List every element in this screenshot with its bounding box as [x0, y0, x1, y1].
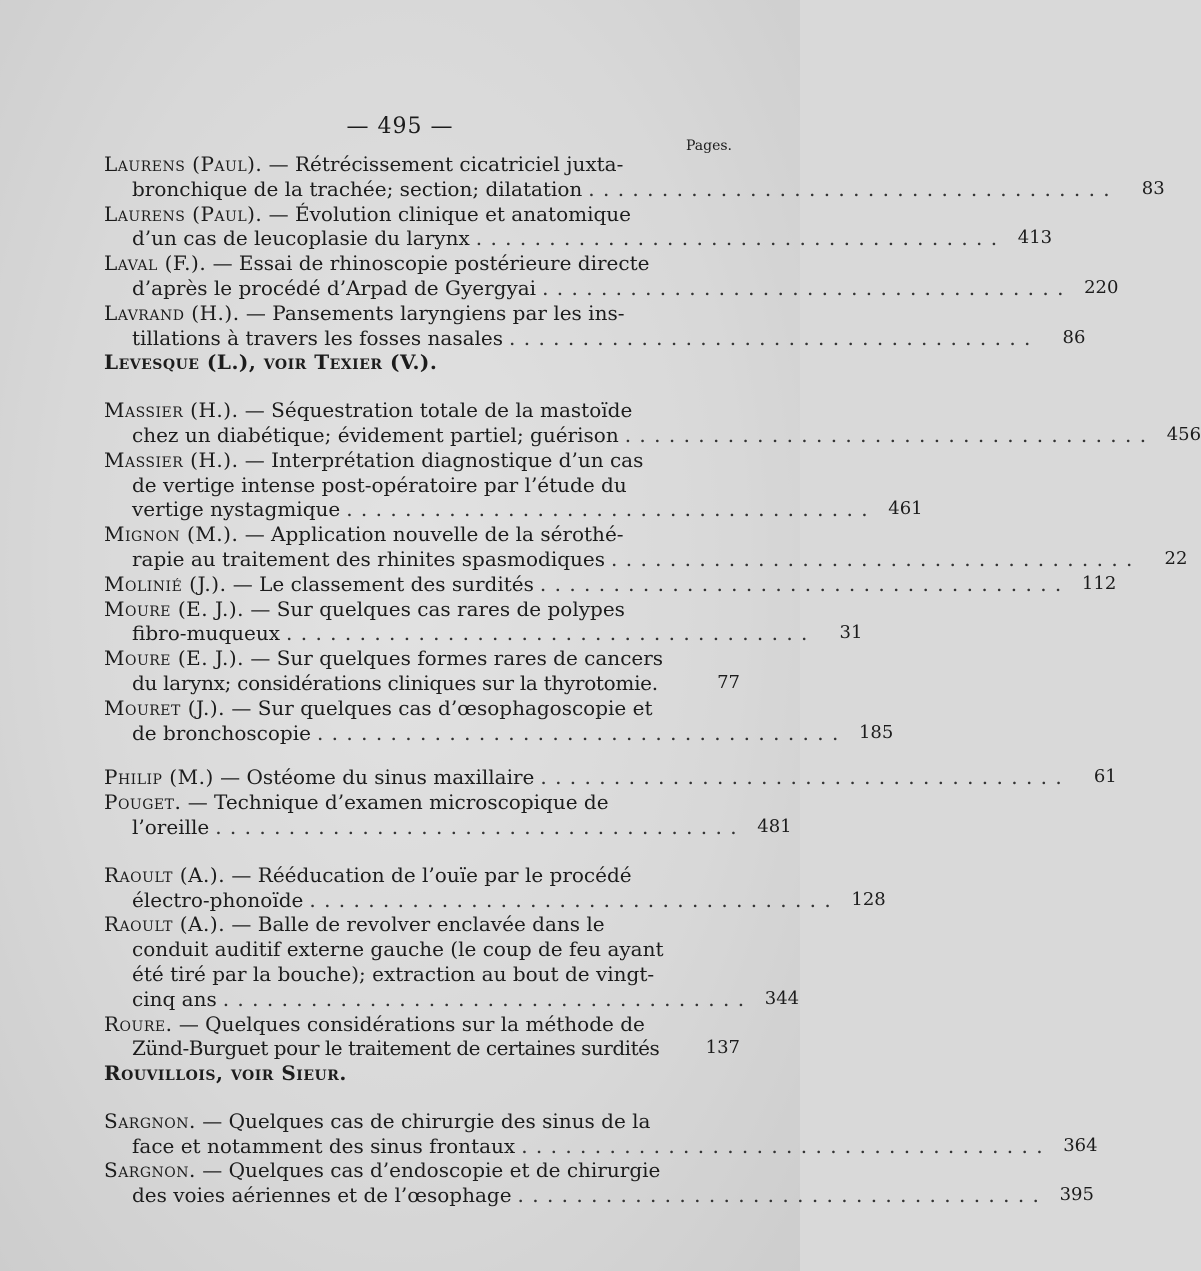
entry-author: Raoult (A.). [104, 912, 226, 937]
entry-author: Moure (E. J.). [104, 596, 244, 621]
entry-page-number: 128 [851, 888, 886, 910]
entry-page-number: 61 [1093, 766, 1117, 788]
entry-title-line: — Sur quelques formes rares de cancers [250, 646, 664, 671]
index-cross-reference [104, 350, 740, 375]
entry-page-number: 461 [888, 498, 923, 520]
entry-title-line: — Quelques cas de chirurgie des sinus de la [202, 1108, 651, 1133]
entry-page-number: 456 [1166, 423, 1201, 445]
index-entry: Mouret (J.). — Sur quelques cas d’œsophagoscopie et de bronchoscopie . . . . . . . . . . . . . . . . . . . . . . . . . . . . . . . . . . . . 185 [104, 695, 894, 745]
entry-title-line: — Rétrécissement cicatriciel juxta- [268, 152, 624, 176]
entry-author: Roure. [104, 1011, 173, 1036]
entry-title-line: — Technique d’examen microscopique de [187, 790, 609, 815]
entry-title-line: du larynx; considérations cliniques sur la thyrotomie. [132, 670, 658, 695]
entry-page-number: 220 [1084, 276, 1119, 298]
index-entry: Lavrand (H.). — Pansements laryngiens par les ins- tillations à travers les fosses nasales . . . . . . . . . . . . . . . . . . . . . . . . . . . . . . . . . . . . 86 [104, 300, 1086, 350]
entry-title-line: vertige nystagmique [132, 497, 341, 522]
entry-author: Laval (F.). [104, 251, 207, 276]
entry-title-line: fibro-muqueux [132, 621, 281, 646]
entry-title-line: Zünd-Burguet pour le traitement de certaines surdités [132, 1036, 660, 1061]
index-entry: Raoult (A.). — Balle de revolver enclavée dans le conduit auditif externe gauche (le coup de feu ayant été tiré par la bouche); extraction au bout de vingt- cinq ans . . . . . . . . . . . . . . . . . . . . . . . . . . . . . . . . . . . . 344 [104, 912, 800, 1011]
entry-title-line: — Quelques cas d’endoscopie et de chirurgie [202, 1158, 661, 1183]
index-entry: Sargnon. — Quelques cas d’endoscopie et de chirurgie des voies aériennes et de l’œsophage . . . . . . . . . . . . . . . . . . . . . . . . . . . . . . . . . . . . 395 [104, 1158, 1094, 1208]
entry-author: Philip (M.) [104, 765, 214, 790]
entry-author: Laurens (Paul). [104, 201, 263, 226]
entry-page-number: 31 [839, 622, 863, 644]
entry-author: Raoult (A.). [104, 862, 226, 887]
entry-page-number: 481 [757, 815, 792, 837]
entry-title-line: d’après le procédé d’Arpad de Gyergyai [132, 275, 537, 300]
entry-title-line: rapie au traitement des rhinites spasmodiques [132, 546, 606, 571]
index-entry: Laval (F.). — Essai de rhinoscopie postérieure directe d’après le procédé d’Arpad de Gyergyai . . . . . . . . . . . . . . . . . . . . . . . . . . . . . . . . . . . . 220 [104, 251, 1119, 300]
index-entry: Laurens (Paul). — Rétrécissement cicatriciel juxta- bronchique de la trachée; section; dilatation . . . . . . . . . . . . . . . . . . . . . . . . . . . . . . . . . . . . 83 [104, 152, 1165, 201]
entry-title-line: — Évolution clinique et anatomique [268, 201, 631, 226]
entry-title-line: — Pansements laryngiens par les ins- [245, 300, 625, 325]
entry-page-number: 364 [1063, 1134, 1098, 1156]
index-entry: Massier (H.). — Séquestration totale de la mastoïde chez un diabétique; évidement partiel; guérison . . . . . . . . . . . . . . . . . . . . . . . . . . . . . . . . . . . . 456 [104, 398, 1201, 447]
index-entry: Laurens (Paul). — Évolution clinique et anatomique d’un cas de leucoplasie du larynx . . . . . . . . . . . . . . . . . . . . . . . . . . . . . . . . . . . . 413 [104, 201, 1053, 251]
cross-reference-text: Levesque (L.), voir Texier (V.). [104, 350, 438, 375]
entry-page-number: 77 [717, 671, 740, 693]
entry-title-line: — Interprétation diagnostique d’un cas [244, 447, 644, 472]
entry-title-line: — Quelques considérations sur la méthode de [178, 1011, 645, 1036]
entry-author: Mouret (J.). [104, 695, 225, 720]
entry-title-line: — Sur quelques cas rares de polypes [250, 596, 625, 621]
index-entry: Mignon (M.). — Application nouvelle de la sérothé- rapie au traitement des rhinites spasmodiques . . . . . . . . . . . . . . . . . . . . . . . . . . . . . . . . . . . . 22 [104, 522, 1188, 571]
entry-author: Molinié (J.). [104, 571, 227, 596]
entry-page-number: 344 [764, 987, 800, 1009]
entry-title-line: — Séquestration totale de la mastoïde [244, 398, 633, 423]
entry-page-number: 83 [1141, 177, 1165, 199]
entry-title-line: des voies aériennes et de l’œsophage [132, 1183, 512, 1208]
entry-title-line: — Application nouvelle de la sérothé- [244, 522, 624, 547]
entry-page-number: 86 [1062, 326, 1086, 348]
pages-column-label: Pages. [685, 138, 732, 154]
author-index [104, 152, 1201, 1208]
index-entry: Raoult (A.). — Rééducation de l’ouïe par le procédé électro-phonoïde . . . . . . . . . . . . . . . . . . . . . . . . . . . . . . . . . . . . 128 [104, 862, 886, 912]
entry-author: Massier (H.). [104, 447, 239, 472]
entry-author: Mignon (M.). [104, 522, 239, 547]
entry-page-number: 22 [1164, 547, 1188, 569]
index-entry [104, 1012, 740, 1062]
entry-author: Lavrand (H.). [104, 300, 240, 325]
entry-title-line: — Essai de rhinoscopie postérieure directe [212, 251, 650, 276]
index-entry: Molinié (J.). — Le classement des surdités . . . . . . . . . . . . . . . . . . . . . . . . . . . . . . . . . . . . 112 [104, 571, 1117, 596]
entry-title-line: l’oreille [132, 814, 210, 839]
entry-page-number: 185 [858, 721, 894, 743]
entry-title-line: face et notamment des sinus frontaux [132, 1133, 516, 1158]
entry-page-number: 137 [705, 1037, 740, 1059]
entry-title-line: bronchique de la trachée; section; dilatation [132, 176, 583, 201]
index-entry [104, 646, 740, 696]
entry-author: Laurens (Paul). [104, 152, 263, 176]
index-entry: Philip (M.) — Ostéome du sinus maxillaire . . . . . . . . . . . . . . . . . . . . . . . . . . . . . . . . . . . . 61 [104, 765, 1117, 790]
entry-title-line: — Ostéome du sinus maxillaire [220, 765, 535, 790]
entry-page-number: 395 [1059, 1184, 1094, 1206]
entry-title-line: chez un diabétique; évidement partiel; guérison [132, 422, 619, 447]
entry-title-line: de bronchoscopie [132, 720, 311, 745]
index-cross-reference [104, 1061, 740, 1086]
entry-title-line: — Balle de revolver enclavée dans le [231, 912, 605, 937]
entry-author: Sargnon. [104, 1108, 196, 1133]
entry-title-line: électro-phonoïde [132, 887, 304, 912]
index-entry: Pouget. — Technique d’examen microscopique de l’oreille . . . . . . . . . . . . . . . . . . . . . . . . . . . . . . . . . . . . 481 [104, 790, 792, 839]
entry-title-line: tillations à travers les fosses nasales [132, 325, 504, 350]
entry-page-number: 413 [1017, 227, 1053, 249]
index-entry: Sargnon. — Quelques cas de chirurgie des sinus de la face et notamment des sinus frontaux . . . . . . . . . . . . . . . . . . . . . . . . . . . . . . . . . . . . 364 [104, 1108, 1098, 1158]
index-entry: Moure (E. J.). — Sur quelques cas rares de polypes fibro-muqueux . . . . . . . . . . . . . . . . . . . . . . . . . . . . . . . . . . . . 31 [104, 596, 863, 646]
index-entry: Massier (H.). — Interprétation diagnostique d’un cas de vertige intense post-opératoire par l’étude du vertige nystagmique . . . . . . . . . . . . . . . . . . . . . . . . . . . . . . . . . . . . 461 [104, 447, 923, 522]
entry-title-line: — Sur quelques cas d’œsophagoscopie et [231, 695, 653, 720]
entry-title-line: d’un cas de leucoplasie du larynx [132, 226, 470, 251]
entry-author: Sargnon. [104, 1158, 196, 1183]
entry-page-number: 112 [1081, 572, 1117, 594]
entry-title-line: cinq ans [132, 986, 217, 1011]
entry-author: Moure (E. J.). [104, 646, 244, 671]
entry-title-line: conduit auditif externe gauche (le coup de feu ayant [132, 937, 664, 962]
entry-author: Pouget. [104, 790, 182, 815]
entry-title-line: — Rééducation de l’ouïe par le procédé [231, 862, 632, 887]
cross-reference-text: Rouvillois, voir Sieur. [104, 1061, 347, 1086]
entry-title-line: de vertige intense post-opératoire par l’étude du [132, 472, 627, 497]
entry-author: Massier (H.). [104, 398, 239, 423]
entry-title-line: été tiré par la bouche); extraction au bout de vingt- [132, 961, 655, 986]
entry-title-line: — Le classement des surdités [232, 571, 534, 596]
page-number: — 495 — [346, 114, 454, 139]
